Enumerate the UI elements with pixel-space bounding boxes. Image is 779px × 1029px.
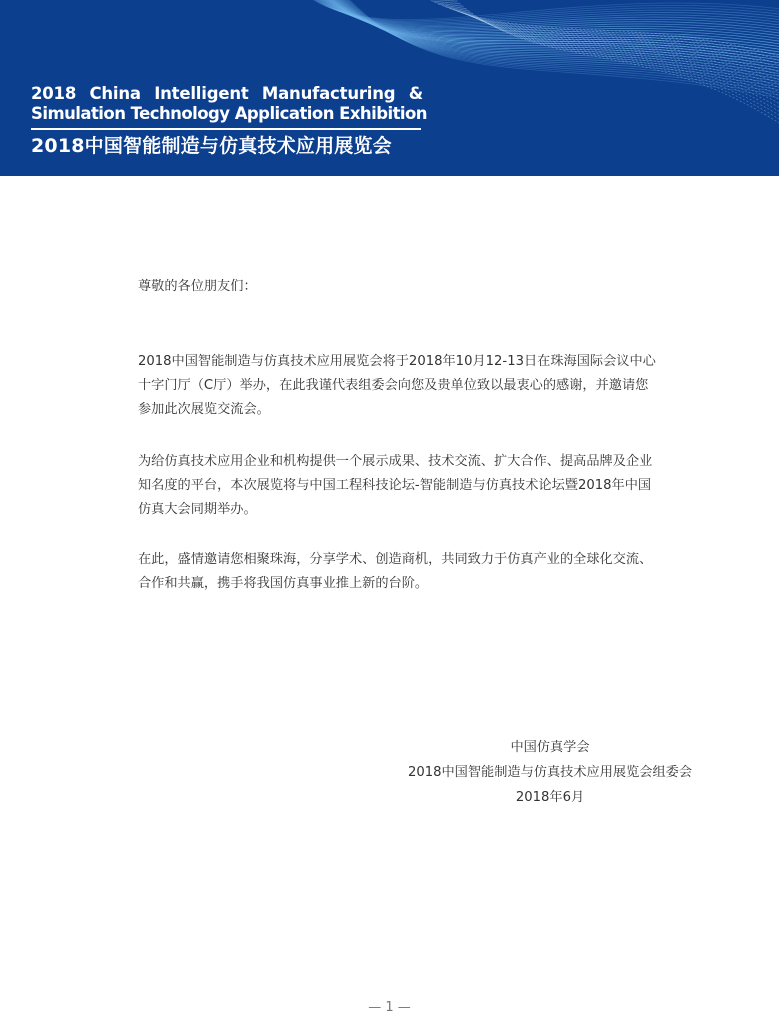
paragraph-line: 仿真大会同期举办。: [138, 502, 257, 517]
signature-date: 2018年6月: [515, 790, 585, 805]
header-banner: [0, 0, 779, 176]
page-number: — 1 —: [368, 1000, 411, 1015]
paragraph-line: 合作和共赢，携手将我国仿真事业推上新的台阶。: [138, 576, 429, 591]
title-en-word: China: [89, 84, 141, 103]
signature-committee: 2018中国智能制造与仿真技术应用展览会组委会: [407, 765, 693, 780]
exhibition-title-en: [31, 84, 428, 124]
exhibition-title-cn: 2018中国智能制造与仿真技术应用展览会: [31, 135, 392, 157]
paragraph-line: 2018中国智能制造与仿真技术应用展览会将于2018年10月12-13日在珠海国际会议中心: [138, 354, 656, 369]
letter-paragraph-2: [138, 450, 698, 522]
paragraph-line: 十字门厅（C厅）举办，在此我谨代表组委会向您及贵单位致以最衷心的感谢，并邀请您: [138, 378, 649, 393]
paragraph-line: 参加此次展览交流会。: [138, 402, 270, 417]
title-en-line2: Simulation Technology Application Exhibition: [31, 104, 428, 123]
title-en-word: Manufacturing: [261, 84, 396, 103]
letter-paragraph-3: [138, 548, 698, 596]
title-en-word: &: [408, 84, 423, 103]
letter-paragraph-1: [138, 350, 698, 422]
title-divider: [31, 128, 421, 130]
signature-organization: 中国仿真学会: [510, 740, 590, 755]
paragraph-line: 为给仿真技术应用企业和机构提供一个展示成果、技术交流、扩大合作、提高品牌及企业: [138, 454, 653, 469]
paragraph-line: 知名度的平台，本次展览将与中国工程科技论坛-智能制造与仿真技术论坛暨2018年中国: [138, 478, 652, 493]
title-en-line1: [31, 84, 423, 104]
letter-greeting: 尊敬的各位朋友们：: [138, 279, 257, 294]
title-en-word: 2018: [31, 84, 77, 103]
paragraph-line: 在此，盛情邀请您相聚珠海，分享学术、创造商机，共同致力于仿真产业的全球化交流、: [138, 552, 653, 567]
title-en-word: Intelligent: [154, 84, 249, 103]
